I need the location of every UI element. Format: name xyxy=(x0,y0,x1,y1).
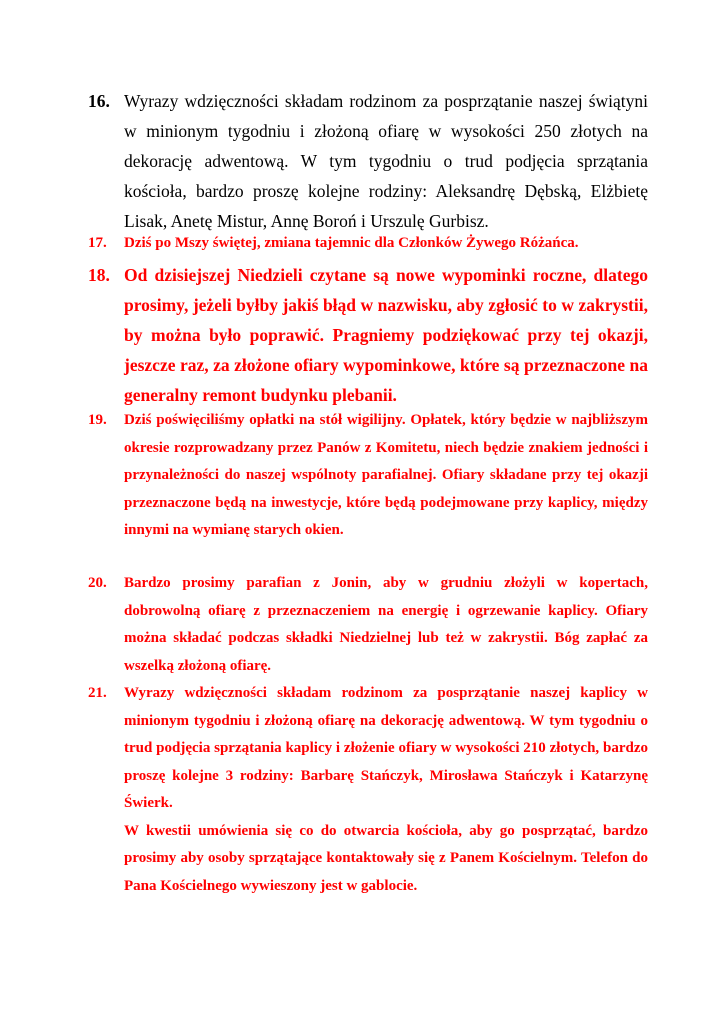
announcement-number: 19. xyxy=(88,412,107,428)
announcement-text: Wyrazy wdzięczności składam rodzinom za posprzątanie naszej świątyni w minionym tygodniu i złożoną ofiarę w wysokości 250 złotych na dekorację adwentową. W tym tygodniu o trud podjęcia sprzątania kościoła, bardzo proszę kolejne rodziny: Aleksandrę Dębską, Elżbietę Lisak, Anetę Mistur, Annę Boroń i Urszulę Gurbisz. xyxy=(124,91,648,231)
announcement-number: 20. xyxy=(88,575,107,591)
announcement-21 xyxy=(88,680,648,900)
announcement-text: Dziś po Mszy świętej, zmiana tajemnic dla Członków Żywego Różańca. xyxy=(124,235,579,251)
announcement-number: 18. xyxy=(88,265,110,285)
announcement-20 xyxy=(88,570,648,680)
announcement-number: 16. xyxy=(88,91,110,111)
announcement-17 xyxy=(88,232,648,254)
announcement-number: 21. xyxy=(88,685,107,701)
announcement-text-main: Wyrazy wdzięczności składam rodzinom za posprzątanie naszej kaplicy w minionym tygodniu i złożoną ofiarę na dekorację adwentową. W tym tygodniu o trud podjęcia sprzątania kaplicy i złożenie ofiary w wysokości 210 złotych, bardzo proszę kolejne 3 rodziny: Barbarę Stańczyk, Mirosława Stańczyk i Katarzynę Świerk. xyxy=(124,685,648,811)
announcement-text xyxy=(124,680,648,900)
announcement-number: 17. xyxy=(88,235,107,251)
announcement-18 xyxy=(88,260,648,410)
announcement-text: Bardzo prosimy parafian z Jonin, aby w grudniu złożyli w kopertach, dobrowolną ofiarę z przeznaczeniem na energię i ogrzewanie kaplicy. Ofiary można składać podczas składki Niedzielnej lub też w zakrystii. Bóg zapłać za wszelką złożoną ofiarę. xyxy=(124,575,648,674)
announcement-16 xyxy=(88,86,648,236)
announcement-text: Dziś poświęciliśmy opłatki na stół wigilijny. Opłatek, który będzie w najbliższym okresie rozprowadzany przez Panów z Komitetu, niech będzie znakiem jedności i przynależności do naszej wspólnoty parafialnej. Ofiary składane przy tej okazji przeznaczone będą na inwestycje, które będą podejmowane przy kaplicy, między innymi na wymianę starych okien. xyxy=(124,412,648,538)
announcement-19 xyxy=(88,407,648,545)
announcement-text: Od dzisiejszej Niedzieli czytane są nowe wypominki roczne, dlatego prosimy, jeżeli byłby jakiś błąd w nazwisku, aby zgłosić to w zakrystii, by można było poprawić. Pragniemy podziękować przy tej okazji, jeszcze raz, za złożone ofiary wypominkowe, które są przeznaczone na generalny remont budynku plebanii. xyxy=(124,265,648,405)
announcement-text-extra: W kwestii umówienia się co do otwarcia kościoła, aby go posprzątać, bardzo prosimy aby osoby sprzątające kontaktowały się z Panem Kościelnym. Telefon do Pana Kościelnego wywieszony jest w gablocie. xyxy=(124,822,648,894)
